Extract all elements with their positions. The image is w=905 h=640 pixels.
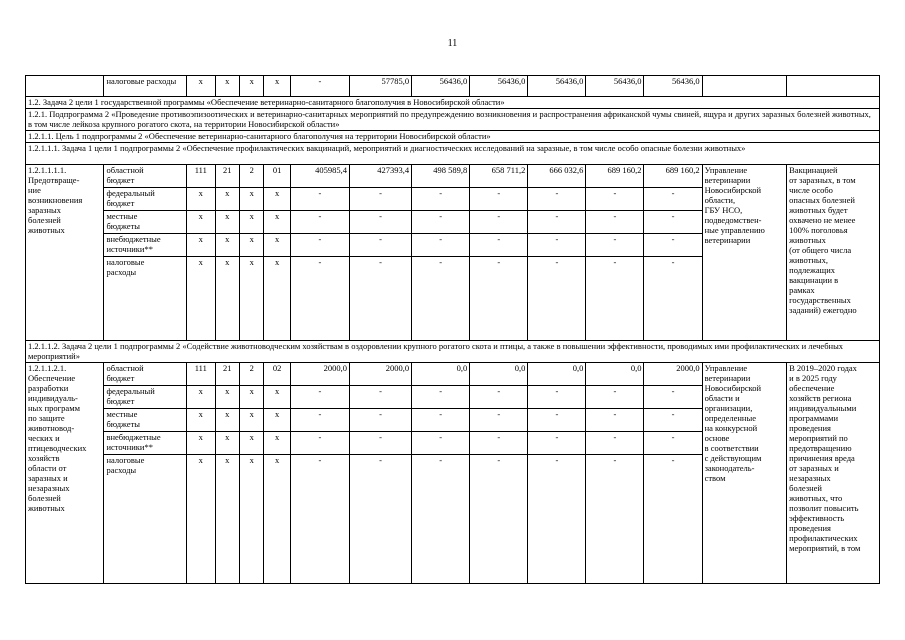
value-cell: -: [644, 386, 702, 409]
source-cell: местные бюджеты: [104, 409, 187, 432]
value-cell: -: [350, 432, 412, 455]
value-cell: 0,0: [470, 363, 528, 386]
value-cell: -: [412, 257, 470, 341]
table-row: [26, 109, 880, 131]
value-cell: -: [586, 188, 644, 211]
code-cell: 111: [187, 363, 216, 386]
value-cell: -: [528, 234, 586, 257]
executor-cell: Управление ветеринарии Новосибирской области, ГБУ НСО, подведомствен- ные управлению ветеринарии: [702, 165, 787, 341]
value-cell: -: [470, 257, 528, 341]
code-cell: х: [187, 432, 216, 455]
value-cell: -: [470, 211, 528, 234]
code-cell: х: [187, 76, 216, 97]
value-cell: -: [586, 409, 644, 432]
source-cell: налоговые расходы: [104, 257, 187, 341]
code-cell: х: [264, 257, 290, 341]
table-row: [26, 341, 880, 363]
source-cell: внебюджетные источники**: [104, 432, 187, 455]
value-cell: 2000,0: [644, 363, 702, 386]
value-cell: -: [586, 234, 644, 257]
table-row: [26, 143, 880, 165]
source-cell: областной бюджет: [104, 165, 187, 188]
result-cell: [787, 76, 880, 97]
code-cell: х: [187, 188, 216, 211]
page-number: 11: [447, 38, 458, 49]
value-cell: -: [470, 409, 528, 432]
code-cell: х: [239, 257, 263, 341]
value-cell: -: [350, 234, 412, 257]
value-cell: -: [528, 386, 586, 409]
value-cell: -: [470, 234, 528, 257]
table-row: [26, 165, 880, 188]
value-cell: 405985,4: [290, 165, 349, 188]
value-cell: 56436,0: [586, 76, 644, 97]
result-cell: В 2019–2020 годах и в 2025 году обеспечение хозяйств региона индивидуальными программами проведения мероприятий по предотвращению причинения вреда от заразных и незаразных болезней животных, что позволит повысить эффективность проведения профилактических мероприятий, в том: [787, 363, 880, 584]
value-cell: 57785,0: [350, 76, 412, 97]
code-cell: х: [239, 455, 263, 584]
code-cell: 111: [187, 165, 216, 188]
code-cell: х: [239, 432, 263, 455]
value-cell: 56436,0: [470, 76, 528, 97]
code-cell: х: [239, 211, 263, 234]
value-cell: -: [644, 211, 702, 234]
value-cell: -: [470, 386, 528, 409]
value-cell: -: [412, 211, 470, 234]
value-cell: -: [290, 76, 349, 97]
code-cell: 02: [264, 363, 290, 386]
code-cell: х: [239, 76, 263, 97]
code-cell: х: [215, 76, 239, 97]
source-cell: местные бюджеты: [104, 211, 187, 234]
measure-cell: 1.2.1.1.1.1. Предотвраще- ние возникновения заразных болезней животных: [26, 165, 104, 341]
value-cell: -: [586, 211, 644, 234]
value-cell: -: [350, 188, 412, 211]
value-cell: -: [290, 257, 349, 341]
code-cell: х: [264, 234, 290, 257]
value-cell: -: [350, 211, 412, 234]
value-cell: 56436,0: [528, 76, 586, 97]
source-cell: областной бюджет: [104, 363, 187, 386]
value-cell: -: [586, 257, 644, 341]
result-cell: Вакцинацией от заразных, в том числе особо опасных болезней животных будет охвачено не менее 100% поголовья животных (от общего числа животных, подлежащих вакцинации в рамках государственных заданий) ежегодно: [787, 165, 880, 341]
section-heading: 1.2.1.1.1. Задача 1 цели 1 подпрограммы 2 «Обеспечение профилактических вакцинаций, мероприятий и диагностических исследований на заразные, в том числе особо опасные болезни животных»: [26, 143, 880, 165]
value-cell: -: [412, 432, 470, 455]
code-cell: х: [264, 455, 290, 584]
value-cell: -: [290, 409, 349, 432]
value-cell: -: [350, 409, 412, 432]
value-cell: 2000,0: [290, 363, 349, 386]
value-cell: 427393,4: [350, 165, 412, 188]
code-cell: х: [264, 211, 290, 234]
code-cell: х: [187, 234, 216, 257]
value-cell: 2000,0: [350, 363, 412, 386]
value-cell: -: [644, 257, 702, 341]
value-cell: -: [290, 432, 349, 455]
measure-cell: [26, 76, 104, 97]
section-heading: 1.2.1.1. Цель 1 подпрограммы 2 «Обеспечение ветеринарно-санитарного благополучия на территории Новосибирской области»: [26, 131, 880, 143]
code-cell: х: [264, 188, 290, 211]
value-cell: -: [412, 234, 470, 257]
value-cell: -: [586, 455, 644, 584]
section-heading: 1.2. Задача 2 цели 1 государственной программы «Обеспечение ветеринарно-санитарного благополучия в Новосибирской области»: [26, 97, 880, 109]
value-cell: -: [470, 188, 528, 211]
value-cell: 0,0: [586, 363, 644, 386]
source-cell: налоговые расходы: [104, 76, 187, 97]
value-cell: -: [644, 409, 702, 432]
code-cell: х: [239, 188, 263, 211]
value-cell: -: [528, 432, 586, 455]
table-row: [26, 363, 880, 386]
code-cell: 21: [215, 363, 239, 386]
code-cell: х: [264, 76, 290, 97]
code-cell: х: [215, 234, 239, 257]
code-cell: х: [215, 211, 239, 234]
code-cell: 2: [239, 363, 263, 386]
value-cell: -: [350, 257, 412, 341]
value-cell: 689 160,2: [586, 165, 644, 188]
value-cell: -: [412, 455, 470, 584]
code-cell: х: [215, 386, 239, 409]
value-cell: -: [528, 188, 586, 211]
code-cell: х: [264, 432, 290, 455]
code-cell: 21: [215, 165, 239, 188]
value-cell: -: [412, 386, 470, 409]
value-cell: -: [586, 432, 644, 455]
value-cell: -: [470, 455, 528, 584]
code-cell: х: [264, 386, 290, 409]
code-cell: х: [239, 234, 263, 257]
code-cell: х: [239, 409, 263, 432]
code-cell: х: [187, 386, 216, 409]
value-cell: 56436,0: [412, 76, 470, 97]
value-cell: -: [644, 188, 702, 211]
value-cell: -: [644, 234, 702, 257]
section-heading: 1.2.1. Подпрограмма 2 «Проведение противоэпизоотических и ветеринарно-санитарных мероприятий по предупреждению возникновения и распространения африканской чумы свиней, ящура и других заразных болезней животных, в том числе лейкоза крупного рогатого скота, на территории Новосибирской области»: [26, 109, 880, 131]
program-table: [25, 75, 880, 584]
value-cell: 56436,0: [644, 76, 702, 97]
code-cell: х: [187, 211, 216, 234]
table-row: [26, 97, 880, 109]
value-cell: -: [586, 386, 644, 409]
value-cell: -: [290, 455, 349, 584]
executor-cell: Управление ветеринарии Новосибирской области и организации, определенные на конкурсной основе в соответствии с действующим законодатель- ством: [702, 363, 787, 584]
code-cell: х: [215, 188, 239, 211]
table-row: [26, 131, 880, 143]
code-cell: х: [187, 455, 216, 584]
value-cell: -: [412, 409, 470, 432]
code-cell: х: [215, 257, 239, 341]
value-cell: 0,0: [528, 363, 586, 386]
code-cell: х: [215, 455, 239, 584]
measure-cell: 1.2.1.1.2.1. Обеспечение разработки индивидуаль- ных программ по защите животновод- ческих и птицеводческих хозяйств области от заразных и незаразных болезней животных: [26, 363, 104, 584]
code-cell: х: [264, 409, 290, 432]
source-cell: федеральный бюджет: [104, 188, 187, 211]
source-cell: внебюджетные источники**: [104, 234, 187, 257]
code-cell: х: [239, 386, 263, 409]
value-cell: -: [350, 455, 412, 584]
value-cell: -: [528, 211, 586, 234]
section-heading: 1.2.1.1.2. Задача 2 цели 1 подпрограммы 2 «Содействие животноводческим хозяйствам в оздоровлении крупного рогатого скота и птицы, а также в повышении эффективности, проводимых ими профилактических и лечебных мероприятий»: [26, 341, 880, 363]
value-cell: -: [412, 188, 470, 211]
value-cell: -: [528, 257, 586, 341]
value-cell: -: [350, 386, 412, 409]
value-cell: 658 711,2: [470, 165, 528, 188]
code-cell: х: [215, 409, 239, 432]
source-cell: налоговые расходы: [104, 455, 187, 584]
value-cell: 0,0: [412, 363, 470, 386]
value-cell: -: [290, 211, 349, 234]
code-cell: х: [187, 409, 216, 432]
value-cell: -: [470, 432, 528, 455]
value-cell: 689 160,2: [644, 165, 702, 188]
value-cell: -: [290, 386, 349, 409]
code-cell: х: [215, 432, 239, 455]
value-cell: -: [644, 432, 702, 455]
code-cell: 2: [239, 165, 263, 188]
code-cell: 01: [264, 165, 290, 188]
value-cell: -: [644, 455, 702, 584]
table-row: [26, 76, 880, 97]
value-cell: -: [528, 409, 586, 432]
value-cell: 498 589,8: [412, 165, 470, 188]
value-cell: -: [528, 455, 586, 584]
code-cell: х: [187, 257, 216, 341]
value-cell: -: [290, 234, 349, 257]
source-cell: федеральный бюджет: [104, 386, 187, 409]
value-cell: -: [290, 188, 349, 211]
executor-cell: [702, 76, 787, 97]
value-cell: 666 032,6: [528, 165, 586, 188]
